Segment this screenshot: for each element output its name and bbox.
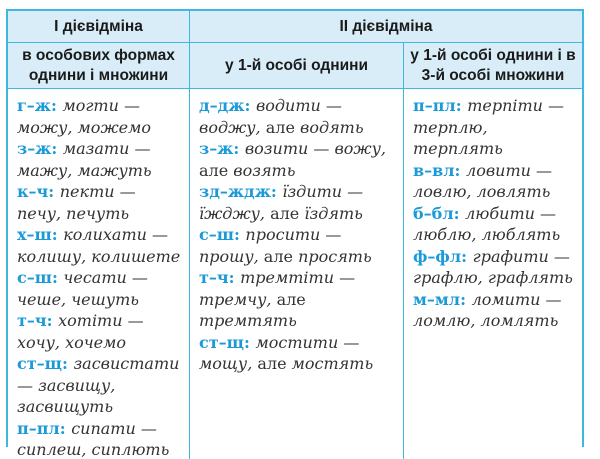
header-conjugation-2: ІІ дієвідміна	[190, 11, 582, 43]
alternation-label: г–ж:	[17, 96, 63, 115]
alternation-label: х–ш:	[17, 225, 64, 244]
example-text: просять	[298, 246, 372, 266]
alternation-label: м–мл:	[413, 289, 472, 309]
column-second-conjugation-plural	[404, 89, 582, 459]
alternation-entry	[17, 224, 184, 267]
alternation-label: т–ч:	[199, 268, 241, 287]
alternation-entry	[413, 160, 577, 203]
connector-text: але	[270, 203, 305, 223]
alternation-entry	[199, 95, 398, 138]
example-text: чесати — чеше, чешуть	[17, 268, 148, 309]
alternation-label: д–дж:	[199, 96, 256, 115]
connector-text: але	[257, 354, 292, 373]
example-text: водити — воджу,	[199, 96, 342, 137]
alternation-entry	[199, 181, 398, 224]
example-text: возять	[233, 160, 296, 180]
column-second-conjugation-singular	[190, 89, 404, 459]
conjugation-table	[6, 9, 584, 459]
example-text: просити — прошу,	[199, 225, 342, 266]
header-conjugation-1: І дієвідміна	[8, 11, 190, 43]
example-text: сипати — сиплеш, сиплють	[17, 418, 170, 459]
alternation-label: б–бл:	[413, 203, 466, 223]
header-first-person-singular: у 1-й особі однини	[190, 43, 404, 89]
alternation-entry	[17, 310, 184, 353]
example-text: засвистати — засвищу, засвищуть	[17, 354, 180, 416]
column-first-conjugation	[8, 89, 190, 459]
alternation-label: в–вл:	[413, 160, 466, 180]
alternation-entry	[413, 289, 577, 332]
header-personal-forms: в особових формах однини і множини	[8, 43, 190, 89]
example-text: мазати — мажу, мажуть	[17, 139, 152, 180]
alternation-label: ст–щ:	[17, 354, 74, 373]
alternation-entry	[17, 267, 184, 310]
example-text: пекти — печу, печуть	[17, 182, 136, 223]
connector-text: але	[199, 160, 234, 180]
alternation-label: п–пл:	[17, 418, 72, 438]
example-text: колихати — колишу, колишете	[17, 225, 181, 266]
example-text: хотіти — хочу, хочемо	[17, 311, 144, 352]
example-text: ломити — ломлю, ломлять	[413, 289, 562, 330]
header-first-singular-third-plural: у 1-й особі однини і в 3-й особі множини	[404, 43, 582, 89]
alternation-entry	[413, 246, 577, 289]
alternation-entry	[17, 138, 184, 181]
alternation-label: к–ч:	[17, 182, 60, 201]
alternation-entry	[413, 203, 577, 246]
alternation-label: з–ж:	[199, 139, 245, 158]
example-text: любити — люблю, люблять	[413, 203, 561, 244]
example-text: могти — можу, можемо	[17, 96, 151, 137]
connector-text: але	[263, 246, 299, 266]
example-text: мостять	[291, 354, 374, 373]
example-text: їздити — їжджу,	[199, 182, 364, 223]
example-text: водять	[300, 117, 364, 137]
alternation-entry	[17, 95, 184, 138]
connector-text: але	[265, 117, 300, 137]
alternation-label: т–ч:	[17, 311, 59, 330]
alternation-label: з–ж:	[17, 139, 63, 158]
alternation-label: ст–щ:	[199, 332, 256, 352]
example-text: терпіти — терплю, терплять	[413, 96, 565, 158]
alternation-entry	[17, 181, 184, 224]
alternation-label: зд–ждж:	[199, 182, 283, 201]
example-text: ловити — ловлю, ловлять	[413, 160, 552, 201]
example-text: тремтіти — тремчу,	[199, 268, 356, 309]
alternation-entry	[17, 418, 184, 459]
example-text: тремтять	[199, 311, 297, 330]
alternation-entry	[199, 224, 398, 267]
alternation-label: с–ш:	[199, 225, 246, 244]
alternation-entry	[199, 138, 398, 181]
alternation-label: п–пл:	[413, 96, 468, 115]
example-text: возити — вожу,	[244, 139, 386, 158]
example-text: їздять	[304, 203, 363, 223]
alternation-entry	[199, 267, 398, 332]
alternation-label: ф–фл:	[413, 246, 473, 266]
example-text: графити — графлю, графлять	[413, 246, 573, 287]
connector-text: але	[276, 289, 306, 309]
alternation-entry	[17, 353, 184, 418]
example-text: мостити — мощу,	[199, 332, 360, 373]
alternation-entry	[199, 332, 398, 375]
alternation-label: с–ш:	[17, 268, 64, 287]
alternation-entry	[413, 95, 577, 160]
